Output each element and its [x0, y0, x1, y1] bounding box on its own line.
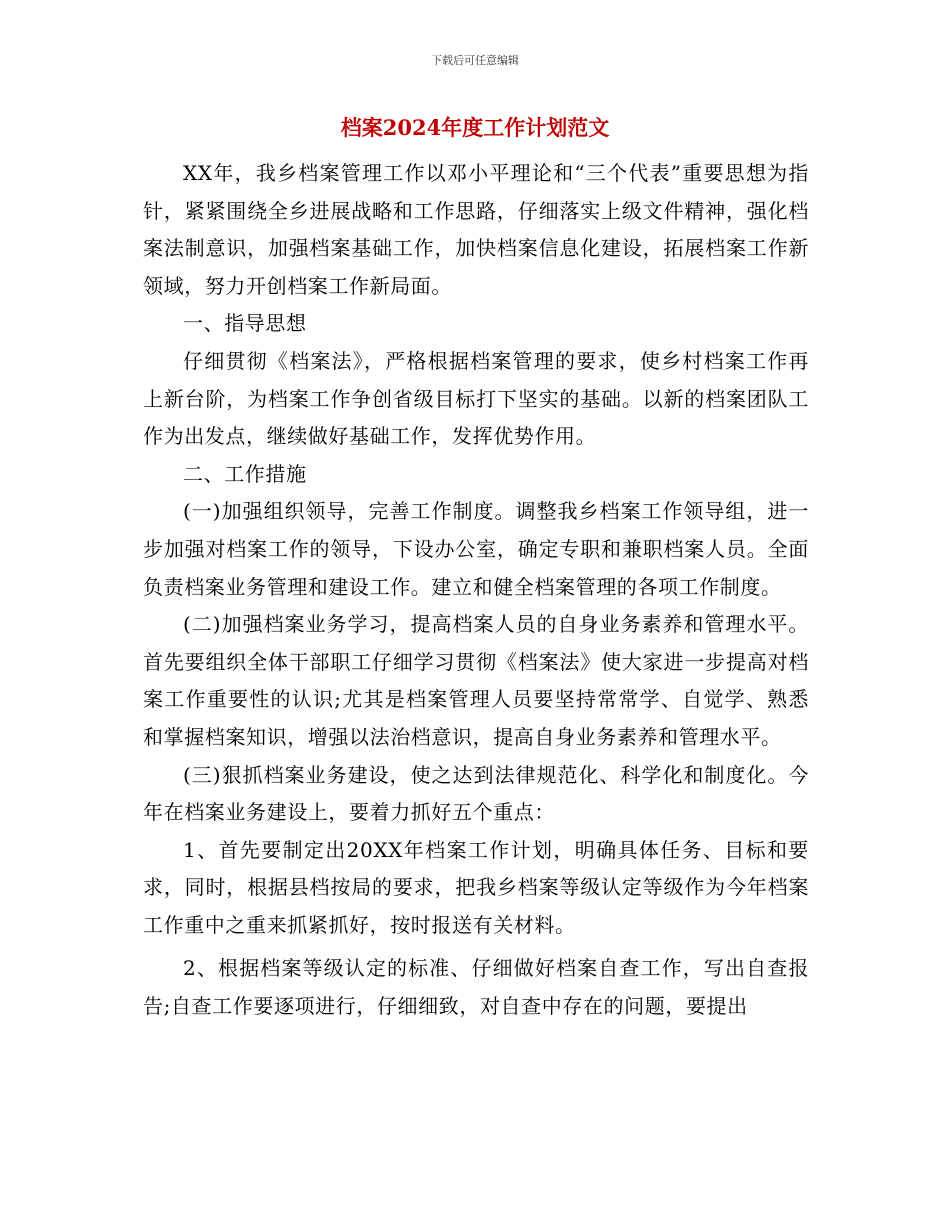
page-header: 下载后可任意编辑 — [431, 54, 519, 67]
paragraph-guiding-thought: 仔细贯彻《档案法》，严格根据档案管理的要求，使乡村档案工作再上新台阶，为档案工作争创省级目标打下坚实的基础。以新的档案团队工作为出发点，继续做好基础工作，发挥优势作用。 — [143, 348, 809, 449]
paragraph-intro: XX年，我乡档案管理工作以邓小平理论和“三个代表”重要思想为指针，紧紧围绕全乡进展战略和工作思路，仔细落实上级文件精神，强化档案法制意识，加强档案基础工作，加快档案信息化建设，拓展档案工作新领域，努力开创档案工作新局面。 — [143, 161, 809, 298]
paragraph-measure-3: (三)狠抓档案业务建设，使之达到法律规范化、科学化和制度化。今年在档案业务建设上，要着力抓好五个重点： — [143, 762, 809, 825]
paragraph-measure-1: (一)加强组织领导，完善工作制度。调整我乡档案工作领导组，进一步加强对档案工作的领导，下设办公室，确定专职和兼职档案人员。全面负责档案业务管理和建设工作。建立和健全档案管理的各项工作制度。 — [143, 499, 809, 599]
heading-guiding-thought: 一、指导思想 — [183, 311, 307, 336]
paragraph-item-2: 2、根据档案等级认定的标准、仔细做好档案自查工作，写出自查报告;自查工作要逐项进行，仔细细致，对自查中存在的问题，要提出 — [143, 956, 809, 1019]
paragraph-measure-2: (二)加强档案业务学习，提高档案人员的自身业务素养和管理水平。首先要组织全体干部职工仔细学习贯彻《档案法》使大家进一步提高对档案工作重要性的认识;尤其是档案管理人员要坚持常常学、自觉学、熟悉和掌握档案知识，增强以法治档意识，提高自身业务素养和管理水平。 — [143, 612, 809, 749]
document-title: 档案2024年度工作计划范文 — [340, 115, 610, 140]
heading-work-measures: 二、工作措施 — [183, 461, 307, 486]
document-body — [143, 155, 809, 1026]
paragraph-item-1: 1、首先要制定出20XX年档案工作计划，明确具体任务、目标和要求，同时，根据县档按局的要求，把我乡档案等级认定等级作为今年档案工作重中之重来抓紧抓好，按时报送有关材料。 — [143, 837, 809, 937]
